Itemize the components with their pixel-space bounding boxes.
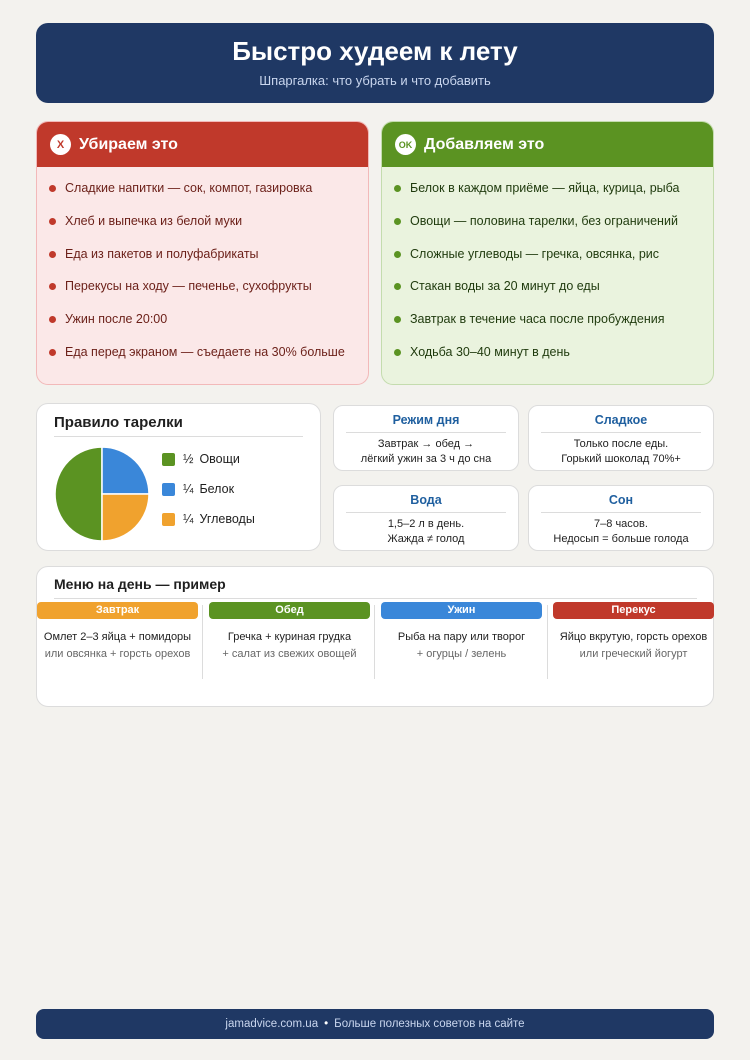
tip-title: Режим дня <box>392 413 460 427</box>
legend-label: Углеводы <box>199 512 255 526</box>
list-item: Ходьба 30–40 минут в день <box>394 344 713 377</box>
legend-fraction: ½ <box>183 452 194 466</box>
bullet-icon <box>49 218 56 225</box>
remove-list <box>37 167 368 377</box>
tip-card-sweets <box>528 405 714 471</box>
legend-fraction: ¼ <box>183 482 194 496</box>
tip-text: 1,5–2 л в день. Жажда ≠ голод <box>387 518 465 545</box>
bullet-icon <box>49 283 56 290</box>
list-item: Еда перед экраном — съедаете на 30% больше <box>49 344 368 377</box>
meal-dinner <box>381 602 542 660</box>
bullet-icon <box>394 185 401 192</box>
divider <box>346 512 506 513</box>
tip-title: Сон <box>608 493 634 507</box>
legend-swatch <box>162 513 175 526</box>
cross-icon: X <box>50 134 71 155</box>
legend-label: Белок <box>199 482 235 496</box>
footer-banner <box>36 1009 714 1039</box>
bullet-icon <box>394 251 401 258</box>
pie-slice-vegetables <box>55 447 102 541</box>
list-item: Ужин после 20:00 <box>49 311 368 344</box>
divider <box>541 432 701 433</box>
column-divider <box>547 605 548 679</box>
column-divider <box>202 605 203 679</box>
pie-slice-protein <box>102 447 149 494</box>
list-item: Белок в каждом приёме — яйца, курица, рыба <box>394 180 713 213</box>
footer-text: Больше полезных советов на сайте <box>334 1018 525 1030</box>
add-list <box>382 167 713 377</box>
tip-title: Вода <box>410 493 442 507</box>
ok-icon: OK <box>395 134 416 155</box>
add-panel <box>381 121 714 385</box>
list-item: Перекусы на ходу — печенье, сухофрукты <box>49 278 368 311</box>
plate-legend <box>162 444 255 534</box>
tip-text: Только после еды. Горький шоколад 70%+ <box>561 438 681 465</box>
meal-alt: + огурцы / зелень <box>416 648 507 660</box>
meal-main: Омлет 2–3 яйца + помидоры <box>43 631 192 643</box>
meal-header: Перекус <box>553 602 714 619</box>
meal-alt: или овсянка + горсть орехов <box>44 648 191 660</box>
list-item: Завтрак в течение часа после пробуждения <box>394 311 713 344</box>
list-item: Стакан воды за 20 минут до еды <box>394 278 713 311</box>
bullet-icon <box>394 349 401 356</box>
add-panel-header <box>382 122 713 167</box>
remove-panel-title: Убираем это <box>79 135 178 153</box>
plate-rule-card <box>36 403 321 551</box>
day-menu-card <box>36 566 714 707</box>
meal-header: Завтрак <box>37 602 198 619</box>
footer-site-link[interactable]: jamadvice.com.ua <box>225 1018 319 1030</box>
list-item: Еда из пакетов и полуфабрикаты <box>49 246 368 279</box>
legend-item-carbs <box>162 504 255 534</box>
bullet-icon <box>394 283 401 290</box>
plate-rule-title: Правило тарелки <box>54 414 183 431</box>
plate-pie-chart <box>54 446 150 542</box>
bullet-icon <box>49 251 56 258</box>
divider <box>54 436 303 437</box>
meal-alt: + салат из свежих овощей <box>222 648 357 660</box>
meal-alt: или греческий йогурт <box>579 648 688 660</box>
meal-header: Ужин <box>381 602 542 619</box>
meal-snack <box>553 602 714 660</box>
header-banner <box>36 23 714 103</box>
list-item: Овощи — половина тарелки, без ограничений <box>394 213 713 246</box>
page-title: Быстро худеем к лету <box>232 36 518 66</box>
tip-text: Завтрак → обед → лёгкий ужин за 3 ч до сна <box>360 438 492 465</box>
divider <box>541 512 701 513</box>
meal-main: Гречка + куриная грудка <box>227 631 352 643</box>
pie-slice-carbs <box>102 494 149 541</box>
divider <box>54 598 697 599</box>
meal-main: Яйцо вкрутую, горсть орехов <box>559 631 708 643</box>
legend-item-vegetables <box>162 444 255 474</box>
bullet-icon <box>49 349 56 356</box>
list-item: Сладкие напитки — сок, компот, газировка <box>49 180 368 213</box>
add-panel-title: Добавляем это <box>424 135 545 153</box>
legend-label: Овощи <box>199 452 240 466</box>
tip-card-water <box>333 485 519 551</box>
meal-lunch <box>209 602 370 660</box>
tip-card-daily-routine <box>333 405 519 471</box>
legend-swatch <box>162 453 175 466</box>
legend-fraction: ¼ <box>183 512 194 526</box>
bullet-icon <box>49 185 56 192</box>
page-subtitle: Шпаргалка: что убрать и что добавить <box>259 73 491 88</box>
bullet-icon <box>394 316 401 323</box>
footer-separator: • <box>324 1018 329 1030</box>
remove-panel <box>36 121 369 385</box>
tip-title: Сладкое <box>594 413 648 427</box>
list-item: Сложные углеводы — гречка, овсянка, рис <box>394 246 713 279</box>
bullet-icon <box>49 316 56 323</box>
meal-main: Рыба на пару или творог <box>397 631 526 643</box>
legend-item-protein <box>162 474 255 504</box>
list-item: Хлеб и выпечка из белой муки <box>49 213 368 246</box>
column-divider <box>374 605 375 679</box>
meal-breakfast <box>37 602 198 660</box>
bullet-icon <box>394 218 401 225</box>
day-menu-title: Меню на день — пример <box>54 576 226 592</box>
remove-panel-header <box>37 122 368 167</box>
legend-swatch <box>162 483 175 496</box>
tip-text: 7–8 часов. Недосып = больше голода <box>553 518 689 545</box>
tip-card-sleep <box>528 485 714 551</box>
meal-header: Обед <box>209 602 370 619</box>
divider <box>346 432 506 433</box>
